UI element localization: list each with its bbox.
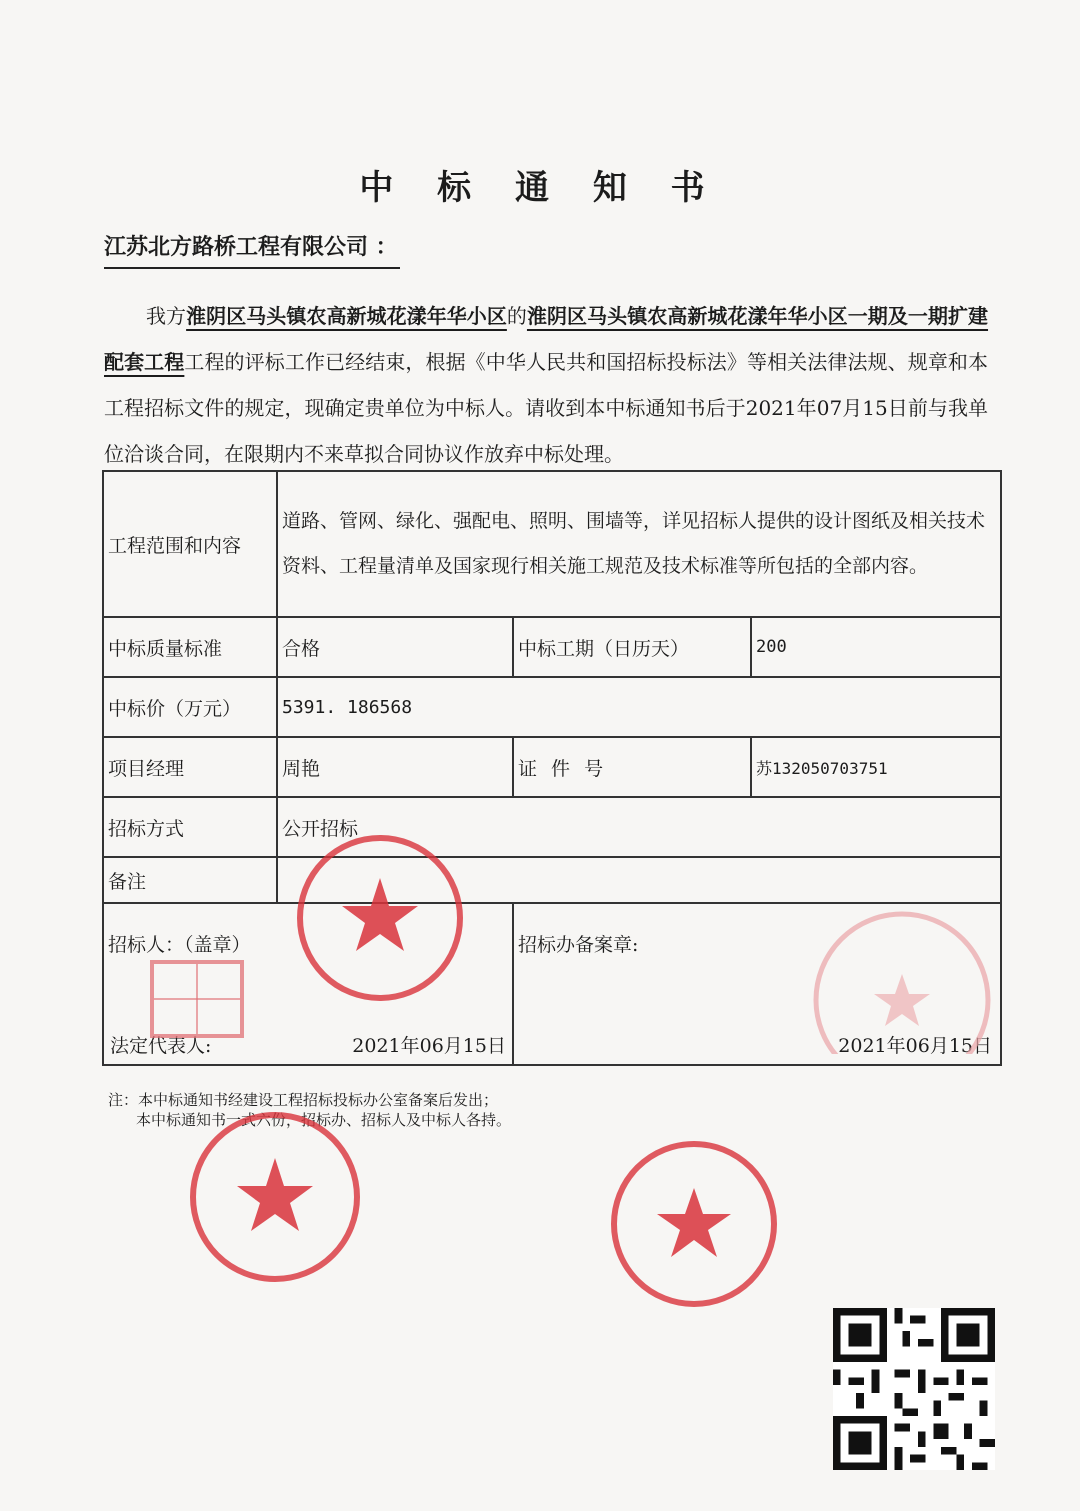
- body-de: 的: [506, 304, 527, 328]
- document-title: 中 标 通 知 书: [359, 168, 721, 208]
- table-row: [103, 737, 1001, 797]
- cert-label: 证 件 号: [513, 737, 751, 797]
- table-row: [103, 797, 1001, 857]
- legal-rep-name-seal: [148, 958, 246, 1040]
- office-filing-seal: [806, 904, 1002, 1054]
- qr-code-icon: [833, 1308, 995, 1470]
- table-row: [103, 857, 1001, 903]
- office-date: 2021年06月15日: [838, 1035, 993, 1057]
- note-line-2: 本中标通知书一式六份，招标办、招标人及中标人各持。: [136, 1111, 512, 1129]
- table-row: [103, 677, 1001, 737]
- method-label: 招标方式: [103, 797, 277, 857]
- price-label: 中标价（万元）: [103, 677, 277, 737]
- exchange-center-seal: [606, 1136, 782, 1312]
- note-line-1: 注：本中标通知书经建设工程招标投标办公室备案后发出；: [108, 1091, 499, 1109]
- legal-rep-label: 法定代表人:: [110, 1035, 212, 1057]
- tenderer-seal-stamp: [292, 830, 468, 1006]
- scope-label: 工程范围和内容: [103, 471, 277, 617]
- agency-seal-stamp: [186, 1108, 364, 1286]
- body-intro: 我方: [146, 304, 187, 328]
- remark-label: 备注: [103, 857, 277, 903]
- notice-body: [104, 293, 988, 477]
- period-label: 中标工期（日历天）: [513, 617, 751, 677]
- scope-value: 道路、管网、绿化、强配电、照明、围墙等，详见招标人提供的设计图纸及相关技术资料、工程量清单及国家现行相关施工规范及技术标准等所包括的全部内容。: [277, 471, 1001, 617]
- price-value: 5391. 186568: [277, 677, 1001, 737]
- office-label: 招标办备案章:: [518, 934, 639, 956]
- quality-label: 中标质量标准: [103, 617, 277, 677]
- body-rest: 工程的评标工作已经结束，根据《中华人民共和国招标投标法》等相关法律法规、规章和本工程招标文件的规定，现确定贵单位为中标人。请收到本中标通知书后于2021年07月15日前与我单位洽谈合同，在限期内不来草拟合同协议作放弃中标处理。: [104, 350, 989, 466]
- project-name: 淮阴区马头镇农高新城花漾年华小区: [186, 304, 507, 328]
- quality-value: 合格: [277, 617, 513, 677]
- period-value: 200: [751, 617, 1001, 677]
- manager-value: 周艳: [277, 737, 513, 797]
- tenderer-date: 2021年06月15日: [352, 1035, 506, 1057]
- method-value: 公开招标: [277, 797, 1001, 857]
- cert-value: 苏132050703751: [751, 737, 1001, 797]
- tenderer-label: 招标人：（盖章）: [108, 934, 251, 956]
- table-row: [103, 471, 1001, 617]
- manager-label: 项目经理: [103, 737, 277, 797]
- section-name: 淮阴区马头镇农高新城花漾年华小区一期及一期扩建配套工程: [104, 304, 989, 374]
- table-row: [103, 617, 1001, 677]
- recipient-company: 江苏北方路桥工程有限公司 ：: [104, 230, 400, 269]
